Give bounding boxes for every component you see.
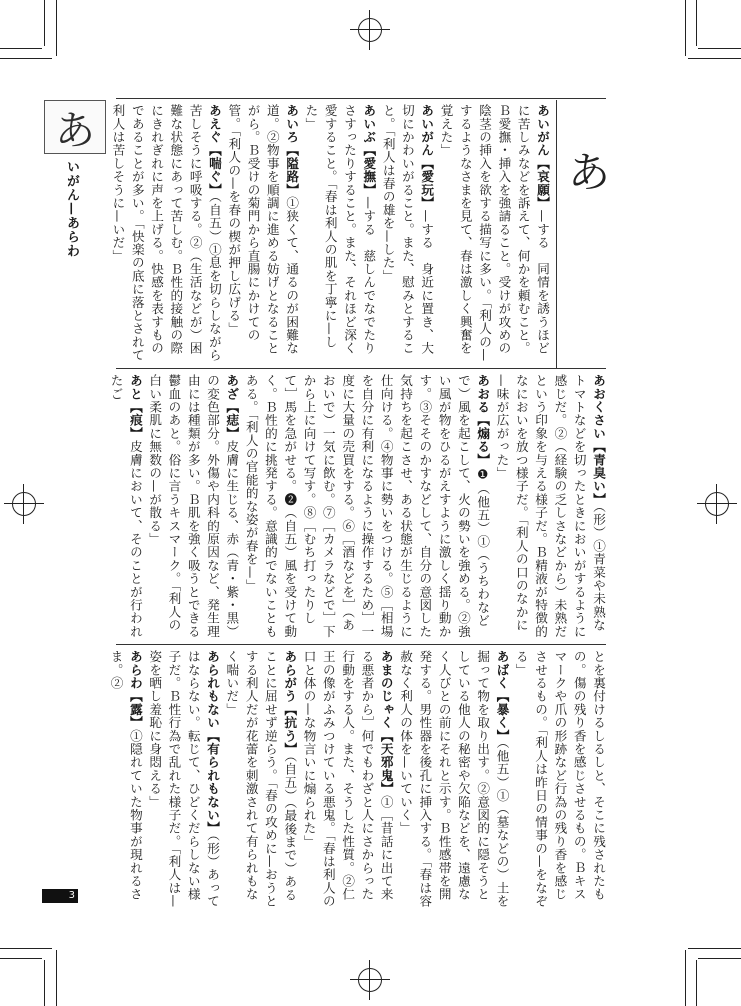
registration-mark-right <box>697 484 737 524</box>
entry-aigan-aigan <box>436 104 552 364</box>
entry-arawa <box>106 650 145 912</box>
index-kana-box: あ <box>44 100 106 154</box>
column-block-middle <box>108 374 608 638</box>
headword: あざ【痣】 <box>224 374 240 440</box>
top-rule <box>116 98 606 99</box>
crop-mark-tl-v <box>44 0 45 46</box>
crop-mark-bl-v <box>44 960 45 1006</box>
definition: —する 身近に置き、大切にかわいがること。また、慰みとすること。「利人は春の雄を—した」 <box>380 104 435 355</box>
crop-mark-br-h2 <box>688 948 741 949</box>
headword: あらがう【抗う】 <box>282 650 298 756</box>
definition: とを裏付けるしるしと、そこに残されたもの。傷の残り香を感じさせるもの。Ｂキスマークや爪の形跡など行為の残り香を感じさせるもの。「利人は昨日の情事の—をなぞる」 <box>513 650 606 908</box>
headword: あおる【煽る】 <box>475 374 491 467</box>
definition: （形）あってはならない。転じて、ひどくだらしない様子だ。Ｂ性行為で乱れた様子だ。「利人は—姿を晒し羞恥に身悶える」 <box>147 650 221 908</box>
entry-ato <box>106 374 145 638</box>
entry-aegu <box>108 104 224 364</box>
headword: あられもない【有られもない】 <box>205 650 221 835</box>
entry-amanojaku <box>299 650 395 912</box>
headword: あばく【暴く】 <box>494 650 510 743</box>
headword: あいぶ【愛撫】 <box>361 104 377 197</box>
crop-mark-tr-v2 <box>685 0 686 56</box>
headword: あいがん【哀願】 <box>535 104 550 210</box>
page-number: 3 <box>42 889 78 903</box>
headword: あまのじゃく【天邪鬼】 <box>378 650 394 796</box>
entry-aza <box>145 374 241 638</box>
crop-mark-tl-v2 <box>56 0 57 56</box>
definition: ①隠れていた物事が現れるさま。② <box>108 650 143 901</box>
definition: ①［昔話に出て来る悪者から］何でもわざと人にさからった行動をする人。また、そうした性質。②仁王の像がふみつけている悪鬼。「春は利人の口と体の—な物言いに煽られた」 <box>301 650 394 908</box>
definition: （自五）①息を切らしながら苦しそうに呼吸する。②（生活などが）困難な状態にあって苦しむ。Ｂ性的接触の際にきれぎれに声を上げる。快感を表すものであることが多い。「快楽の底に落とされて利人は苦しそうに—いだ」 <box>110 104 222 362</box>
crop-mark-bl-v2 <box>56 950 57 1006</box>
crop-mark-bl-h2 <box>0 948 52 949</box>
crop-mark-tr-h <box>698 48 741 49</box>
definition: ①狭くて、通るのが困難な道。②物事を順調に進める妨げとなることがら。Ｂ受けの菊門から直腸にかけての管。「利人の—を春の楔が押し広げる」 <box>226 104 300 355</box>
headword: あらわ【露】 <box>127 650 143 730</box>
crop-mark-tr-h2 <box>688 58 741 59</box>
section-rule-1 <box>116 368 606 369</box>
headword: あと【痕】 <box>127 374 143 440</box>
definition: （形）①青菜や未熟なトマトなどを切ったときにおいがするように感じだ。②（経験の乏しさなどから）未熟だという印象を与える様子だ。Ｂ精液が特徴的なにおいを放つ様子だ。「利人の口のなかに—味が広がった」 <box>494 374 606 638</box>
registration-mark-top <box>350 10 390 50</box>
entry-aokusai <box>492 374 608 638</box>
crop-mark-br-h <box>698 958 741 959</box>
section-kana: あ <box>568 148 611 197</box>
crop-mark-tl-h <box>0 48 42 49</box>
definition: （他五）①（墓などの）土を掘って物を取り出す。②意図的に隠そうとしている他人の秘密や欠陥などを、遠慮なく人びとの前にそれと示す。Ｂ性感帯を開発する。男性器を後孔に挿入する。「春は容赦なく利人の体を—いていく」 <box>398 650 510 908</box>
section-kana-divider <box>556 100 557 368</box>
column-block-top <box>110 104 552 364</box>
crop-mark-bl-h <box>0 958 42 959</box>
entry-airo <box>224 104 301 364</box>
entry-aoru <box>241 374 492 638</box>
crop-mark-tl-h2 <box>0 58 52 59</box>
definition: 皮膚において、そのことが行われたご <box>108 374 143 638</box>
entry-aragau <box>222 650 299 912</box>
definition: 皮膚に生じる、赤（青・紫・黒）の変色部分。外傷や内科的原因など、発生理由には種類が多い。Ｂ肌を強く吸うとできる鬱血のあと。俗に言うキスマーク。「利人の白い柔肌に無数の—が散る」 <box>147 374 240 638</box>
definition: —する 慈しんでなでたりさすったりすること。また、それほど深く愛すること。「春は利人の肌を丁寧に—した」 <box>303 104 377 355</box>
headword: あおくさい【青臭い】 <box>591 374 606 506</box>
registration-mark-bottom <box>350 960 390 1000</box>
entry-araremonai <box>145 650 222 912</box>
entry-ato-continued <box>512 650 608 912</box>
entry-aigan-aigan2 <box>378 104 436 364</box>
headword: あいろ【隘路】 <box>284 104 300 197</box>
headword: あえぐ【喘ぐ】 <box>206 104 222 197</box>
crop-mark-br-v2 <box>685 950 686 1006</box>
entry-abaku <box>396 650 512 912</box>
entry-aibu <box>301 104 378 364</box>
column-block-bottom <box>108 650 608 912</box>
definition: ❶（他五）①（うちわなどで）風を起こして、火の勢いを強める。②強い風が物をひるがえすように激しく揺り動かす。③そそのかすなどして、自分の意図した気持ちを起こさせ、ある状態が生じるように仕向ける。④物事に勢いをつける。⑤［相場を自分に有利になるように操作するため］一度に大量の売買をする。⑥［酒などを］（あおいで）一気に飲む。⑦［カメラなどで］下から上に向けて写す。⑧［むち打ったりして］馬を急がせる。❷（自五）風を受けて動く。Ｂ性的に挑発する。意識的でないこともある。「利人の官能的な姿が春を—」 <box>243 374 491 638</box>
definition: —する 同情を誘うほどに苦しみなどを訴えて、何かを頼むこと。Ｂ愛撫・挿入を強請ること。受けが攻めの陰茎の挿入を欲する描写に多い。「利人の—するようなさまを見て、春は激しく興奮を覚えた」 <box>438 104 550 362</box>
definition: （自五）（最後まで）あることに屈せず逆らう。「春の攻めに—おうとする利人だが花蕾を刺激されて有られもなく喘いだ」 <box>224 650 298 908</box>
crop-mark-tr-v <box>696 0 697 46</box>
headword-range-label: いがん—あらわ <box>64 160 79 258</box>
headword: あいがん【愛玩】 <box>419 104 435 210</box>
crop-mark-br-v <box>696 960 697 1006</box>
registration-mark-left <box>4 484 44 524</box>
section-rule-2 <box>116 644 606 645</box>
